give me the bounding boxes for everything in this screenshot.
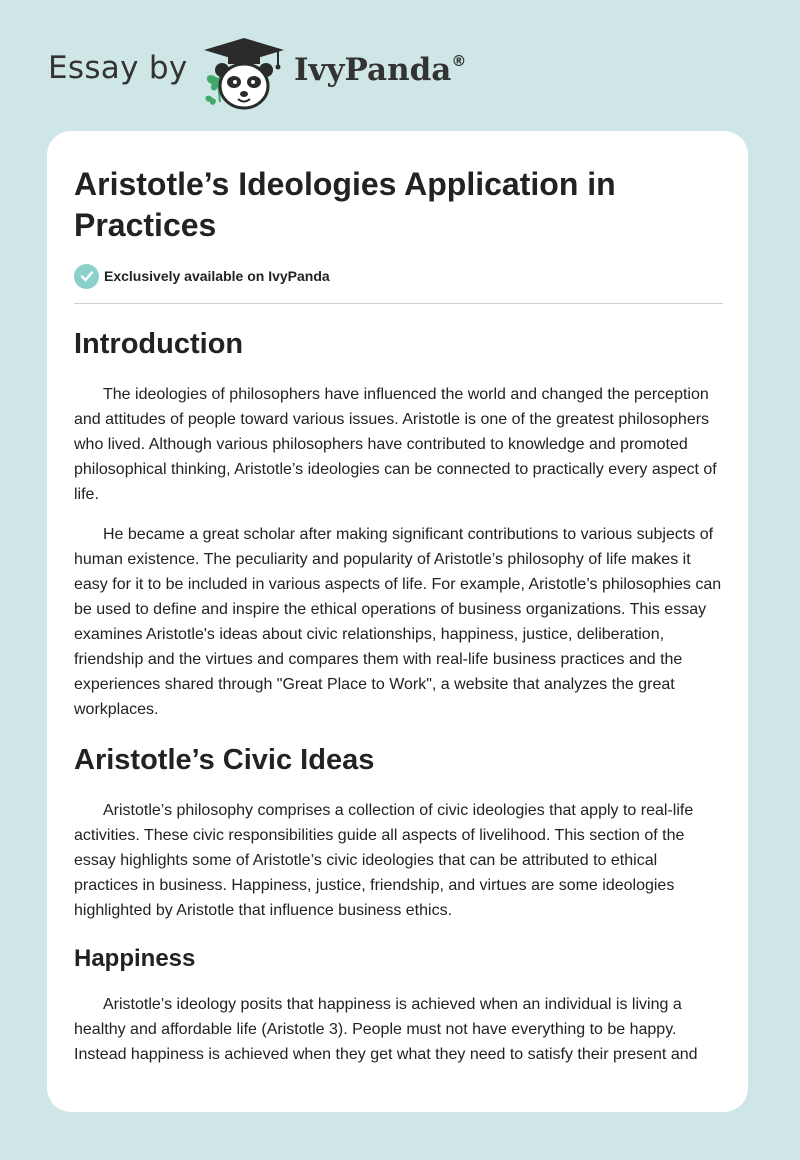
exclusive-label: Exclusively available on IvyPanda — [104, 268, 330, 284]
essay-card — [47, 131, 748, 1112]
paragraph: The ideologies of philosophers have influenced the world and changed the perception and attitudes of people toward various issues. Aristotle is one of the greatest philosophers who lived. Although various philosophers have contributed to knowledge and promoted philosophical thinking, Aristotle’s ideologies can be connected to practically every aspect of life. — [74, 386, 717, 503]
paragraph: Aristotle’s philosophy comprises a collection of civic ideologies that apply to real-life activities. These civic responsibilities guide all aspects of livelihood. This section of the essay highlights some of Aristotle’s civic ideologies that can be attributed to ethical practices in business. Happiness, justice, friendship, and virtues are some ideologies highlighted by Aristotle that influence business ethics. — [74, 802, 694, 919]
paragraph: He became a great scholar after making significant contributions to various subjects of human existence. The peculiarity and popularity of Aristotle’s philosophy of life makes it easy for it to be included in various aspects of life. For example, Aristotle’s philosophies can be used to define and inspire the ethical operations of business organizations. This essay examines Aristotle's ideas about civic relationships, happiness, justice, deliberation, friendship and the virtues and compares them with real-life business practices and the experiences shared through "Great Place to Work", a website that analyzes the great workplaces. — [74, 526, 722, 718]
essay-title: Aristotle’s Ideologies Application in Practices — [74, 166, 616, 243]
ivypanda-logo-icon[interactable] — [198, 36, 290, 112]
section-heading-civic-ideas: Aristotle’s Civic Ideas — [74, 744, 375, 776]
essay-content — [74, 324, 723, 1067]
essay-by-label: Essay by — [48, 50, 188, 86]
site-header — [0, 0, 800, 130]
section-heading-happiness: Happiness — [74, 945, 196, 972]
paragraph: Aristotle’s ideology posits that happiness is achieved when an individual is living a healthy and affordable life (Aristotle 3). People must not have everything to be happy. Instead happiness is achieved when they get what they need to satisfy their present and — [74, 996, 698, 1063]
exclusive-badge — [74, 263, 330, 289]
title-divider — [74, 303, 723, 304]
brand-name[interactable]: IvyPanda® — [294, 52, 467, 88]
check-icon — [74, 264, 99, 289]
section-heading-introduction: Introduction — [74, 328, 244, 360]
